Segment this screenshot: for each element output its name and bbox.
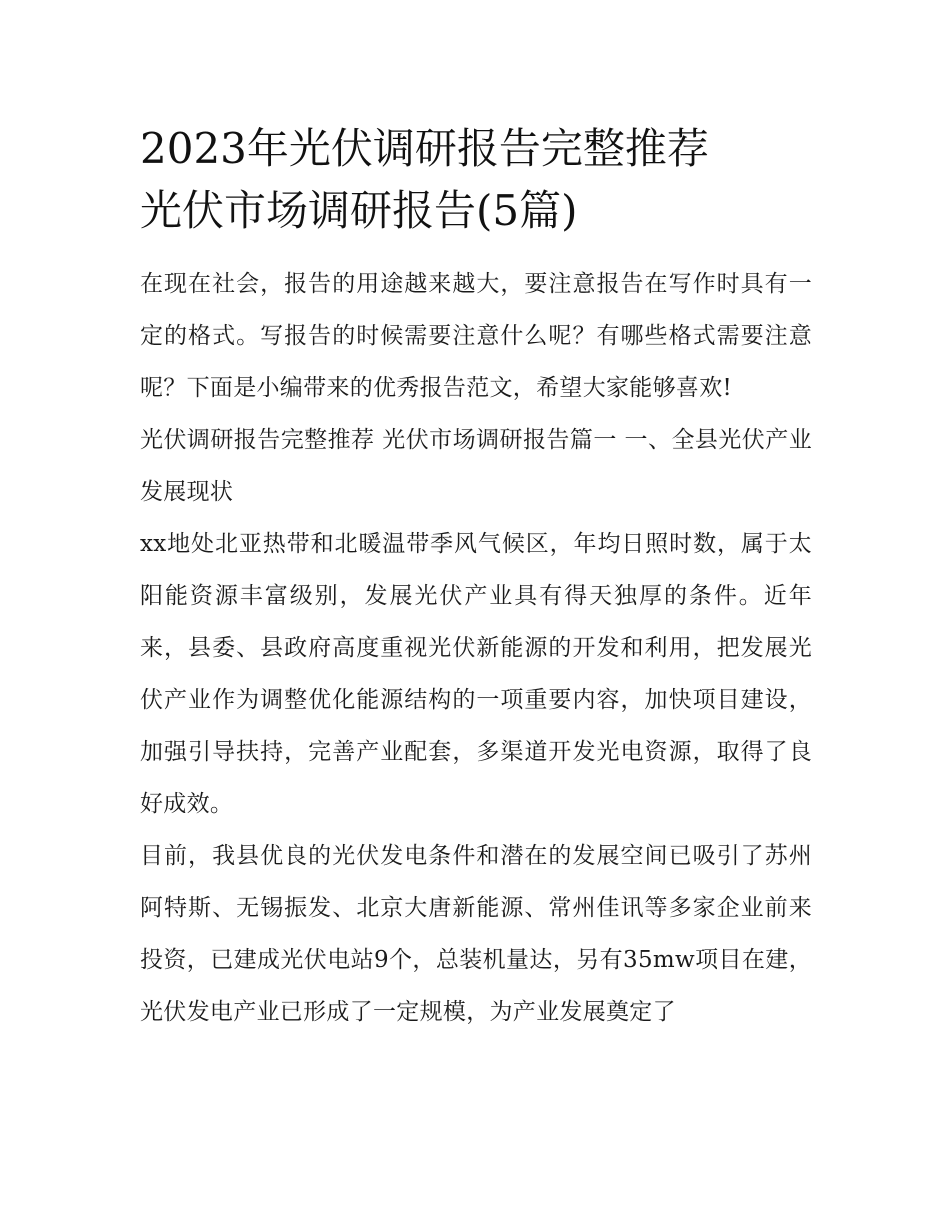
paragraph-status: xx地处北亚热带和北暖温带季风气候区，年均日照时数，属于太阳能资源丰富级别，发展光伏产业具有得天独厚的条件。近年来，县委、县政府高度重视光伏新能源的开发和利用，把发展光伏产业作为调整优化能源结构的一项重要内容，加快项目建设，加强引导扶持，完善产业配套，多渠道开发光电资源，取得了良好成效。 bbox=[140, 531, 812, 817]
document-body bbox=[140, 258, 812, 1038]
title-line-2: 光伏市场调研报告(5篇) bbox=[140, 186, 578, 235]
document-content bbox=[140, 118, 812, 1038]
paragraph-intro: 在现在社会，报告的用途越来越大，要注意报告在写作时具有一定的格式。写报告的时候需要注意什么呢？有哪些格式需要注意呢？下面是小编带来的优秀报告范文，希望大家能够喜欢! bbox=[140, 271, 812, 401]
document-title bbox=[140, 118, 812, 242]
title-line-1: 2023年光伏调研报告完整推荐 bbox=[140, 124, 709, 173]
paragraph-section-heading: 光伏调研报告完整推荐 光伏市场调研报告篇一 一、全县光伏产业发展现状 bbox=[140, 427, 812, 505]
paragraph-investment: 目前，我县优良的光伏发电条件和潜在的发展空间已吸引了苏州阿特斯、无锡振发、北京大唐新能源、常州佳讯等多家企业前来投资，已建成光伏电站9个，总装机量达，另有35mw项目在建，光伏发电产业已形成了一定规模，为产业发展奠定了 bbox=[140, 843, 812, 1025]
